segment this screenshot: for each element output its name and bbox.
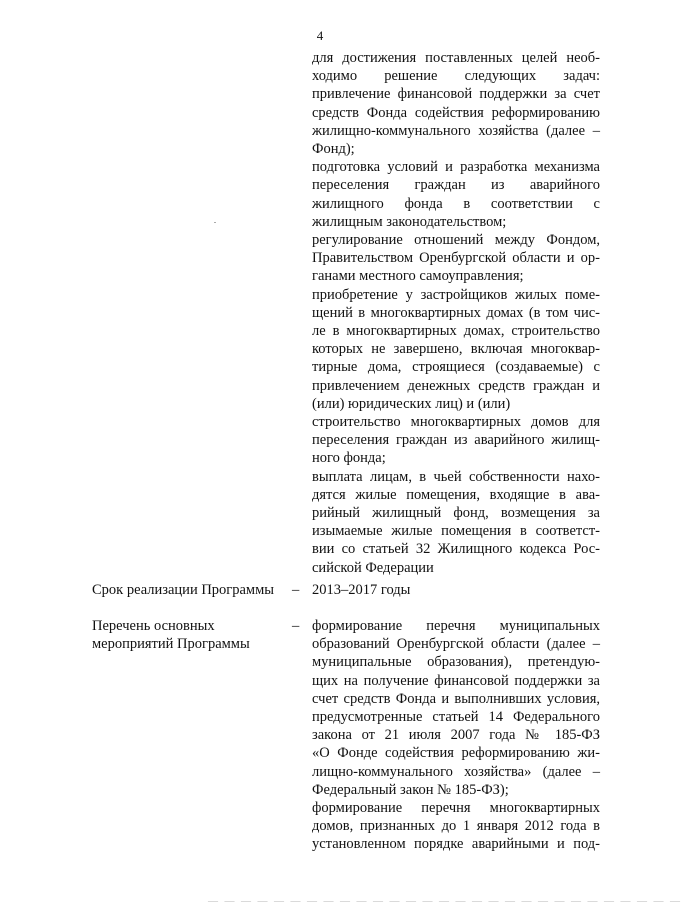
text-line: изымаемые жилые помещения в соответст- [312, 523, 600, 540]
text-line: строительство многоквартирных домов для [312, 414, 600, 431]
text-line: подготовка условий и разработка механизма [312, 159, 600, 176]
text-line: Фонд); [312, 141, 355, 158]
text-line: дятся жилые помещения, входящие в ава- [312, 486, 600, 503]
text-line: образований Оренбургской области (далее – [312, 636, 600, 653]
text-line: привлечением денежных средств граждан и [312, 377, 600, 394]
text-line: закона от 21 июля 2007 года № 185-ФЗ [312, 727, 600, 744]
text-line: домов, признанных до 1 января 2012 года в [312, 818, 600, 835]
text-line: вии со статьей 32 Жилищного кодекса Рос- [312, 541, 600, 558]
term-value: 2013–2017 годы [312, 582, 411, 598]
measures-label [92, 617, 282, 653]
text-line: сийской Федерации [312, 559, 434, 576]
text-line: жилищно-коммунального хозяйства (далее – [312, 122, 600, 139]
text-line: для достижения поставленных целей необ- [312, 50, 600, 66]
text-line: привлечение финансовой поддержки за счет [312, 86, 600, 103]
text-line: ле в многоквартирных домах, строительство [312, 323, 600, 340]
text-line: (или) юридических лиц) и (или) [312, 395, 511, 412]
text-line: средств Фонда содействия реформированию [312, 104, 600, 121]
page-number: 4 [316, 28, 324, 43]
measures-text-block [312, 617, 600, 854]
text-line: ганами местного самоуправления; [312, 268, 524, 285]
text-line: регулирование отношений между Фондом, [312, 232, 600, 249]
text-line: муниципальные образования), претендую- [312, 654, 600, 671]
measures-dash: – [292, 618, 300, 634]
cut-off-footer-text: — — — — — — — — — — — — — — — — — — — — — — — — — — — — — [208, 896, 682, 907]
text-line: тирные дома, строящиеся (создаваемые) с [312, 359, 600, 376]
text-line: установленном порядке аварийными и под- [312, 836, 600, 853]
text-line: Правительством Оренбургской области и ор- [312, 250, 600, 267]
text-line: жилищным законодательством; [312, 213, 507, 230]
text-line: выплата лицам, в чьей собственности нахо- [312, 468, 600, 485]
scan-speck [214, 222, 216, 223]
text-line: Федеральный закон № 185-ФЗ); [312, 781, 509, 798]
text-line: формирование перечня муниципальных [312, 618, 600, 634]
text-line: которых не завершено, включая многоквар- [312, 341, 600, 358]
text-line: рийный жилищный фонд, возмещения за [312, 505, 600, 522]
text-line: «О Фонде содействия реформированию жи- [312, 745, 600, 762]
term-dash: – [292, 582, 300, 598]
text-line: формирование перечня многоквартирных [312, 800, 600, 817]
tasks-text-block [312, 49, 600, 577]
text-line: переселения граждан из аварийного жилищ- [312, 432, 600, 449]
term-label: Срок реализации Программы [92, 582, 275, 598]
text-line: ного фонда; [312, 450, 386, 467]
text-line: щих на получение финансовой поддержки за [312, 672, 600, 689]
measures-label-line: Перечень основных [92, 618, 215, 634]
text-line: ходимо решение следующих задач: [312, 68, 600, 85]
text-line: предусмотренные статьей 14 Федерального [312, 709, 600, 726]
text-line: счет средств Фонда и выполнивших условия, [312, 690, 600, 707]
text-line: жилищного фонда в соответствии с [312, 195, 600, 212]
measures-label-line: мероприятий Программы [92, 636, 250, 653]
text-line: щений в многоквартирных домах (в том чис- [312, 304, 600, 321]
text-line: приобретение у застройщиков жилых поме- [312, 286, 600, 303]
text-line: лищно-коммунального хозяйства» (далее – [312, 763, 600, 780]
text-line: переселения граждан из аварийного [312, 177, 600, 194]
